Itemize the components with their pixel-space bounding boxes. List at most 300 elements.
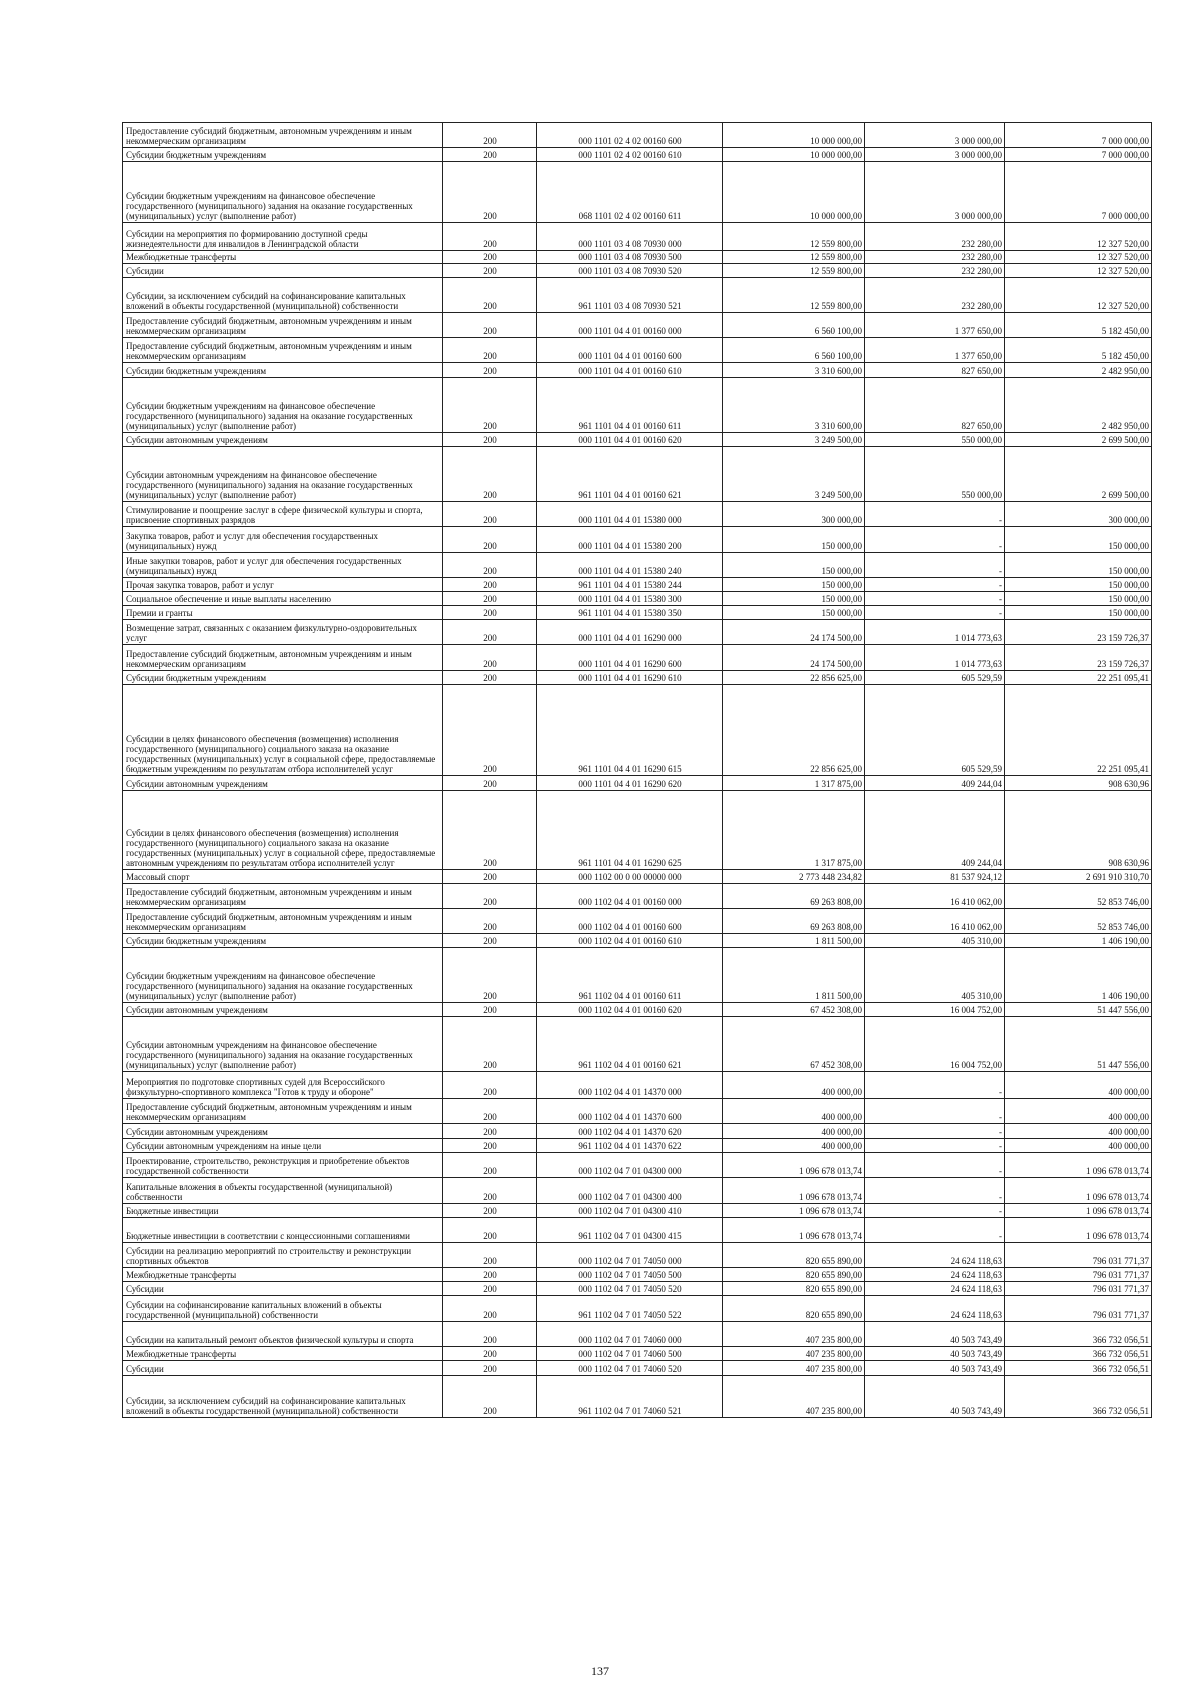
table-row — [123, 1099, 1152, 1124]
row-name: Премии и гранты — [123, 606, 443, 620]
table-row — [123, 1017, 1152, 1072]
row-name: Стимулирование и поощрение заслуг в сфере физической культуры и спорта, присвоение спортивных разрядов — [123, 502, 443, 527]
row-unexecuted: 22 251 095,41 — [1005, 685, 1152, 776]
row-executed: 16 410 062,00 — [865, 909, 1005, 934]
row-name: Межбюджетные трансферты — [123, 1347, 443, 1361]
row-approved: 67 452 308,00 — [723, 1003, 865, 1017]
table-row — [123, 1282, 1152, 1296]
row-unexecuted: 400 000,00 — [1005, 1139, 1152, 1153]
row-code: 200 — [443, 1268, 537, 1282]
table-row — [123, 934, 1152, 948]
table-row — [123, 148, 1152, 162]
row-unexecuted: 52 853 746,00 — [1005, 884, 1152, 909]
row-bcc: 961 1102 04 7 01 74050 522 — [537, 1296, 723, 1322]
row-code: 200 — [443, 884, 537, 909]
row-executed: - — [865, 1099, 1005, 1124]
row-approved: 2 773 448 234,82 — [723, 870, 865, 884]
row-approved: 1 096 678 013,74 — [723, 1204, 865, 1218]
row-bcc: 000 1101 04 4 01 00160 620 — [537, 433, 723, 447]
row-approved: 150 000,00 — [723, 592, 865, 606]
row-name: Субсидии на реализацию мероприятий по строительству и реконструкции спортивных объектов — [123, 1243, 443, 1268]
row-code: 200 — [443, 313, 537, 338]
row-code: 200 — [443, 671, 537, 685]
row-code: 200 — [443, 251, 537, 264]
row-unexecuted: 908 630,96 — [1005, 791, 1152, 870]
table-row — [123, 433, 1152, 447]
row-code: 200 — [443, 1218, 537, 1243]
budget-execution-table — [122, 122, 1152, 1418]
row-bcc: 000 1102 04 7 01 04300 410 — [537, 1204, 723, 1218]
table-row — [123, 502, 1152, 527]
table-row — [123, 223, 1152, 251]
row-code: 200 — [443, 1204, 537, 1218]
row-approved: 67 452 308,00 — [723, 1017, 865, 1072]
row-code: 200 — [443, 148, 537, 162]
row-executed: 405 310,00 — [865, 948, 1005, 1003]
row-bcc: 000 1102 04 4 01 00160 610 — [537, 934, 723, 948]
row-code: 200 — [443, 264, 537, 278]
table-row — [123, 1218, 1152, 1243]
row-name: Субсидии в целях финансового обеспечения (возмещения) исполнения государственного (муниципального) социального заказа на оказание государственных (муниципальных) услуг в социальной сфере, предоставляемые автономным учреждениям по результатам отбора исполнителей услуг — [123, 791, 443, 870]
row-executed: 24 624 118,63 — [865, 1282, 1005, 1296]
row-bcc: 000 1101 04 4 01 16290 000 — [537, 620, 723, 645]
row-code: 200 — [443, 1153, 537, 1178]
row-name: Субсидии, за исключением субсидий на софинансирование капитальных вложений в объекты государственной (муниципальной) собственности — [123, 1376, 443, 1418]
row-name: Субсидии бюджетным учреждениям — [123, 148, 443, 162]
row-name: Субсидии автономным учреждениям на финансовое обеспечение государственного (муниципального) задания на оказание государственных (муниципальных) услуг (выполнение работ) — [123, 447, 443, 502]
row-code: 200 — [443, 934, 537, 948]
row-name: Предоставление субсидий бюджетным, автономным учреждениям и иным некоммерческим организациям — [123, 123, 443, 148]
row-name: Межбюджетные трансферты — [123, 251, 443, 264]
row-unexecuted: 23 159 726,37 — [1005, 620, 1152, 645]
row-executed: 827 650,00 — [865, 378, 1005, 433]
table-row — [123, 123, 1152, 148]
row-code: 200 — [443, 378, 537, 433]
row-approved: 400 000,00 — [723, 1139, 865, 1153]
row-name: Субсидии на капитальный ремонт объектов физической культуры и спорта — [123, 1322, 443, 1347]
row-bcc: 000 1102 04 7 01 74060 500 — [537, 1347, 723, 1361]
table-row — [123, 313, 1152, 338]
row-code: 200 — [443, 1347, 537, 1361]
row-approved: 6 560 100,00 — [723, 313, 865, 338]
row-code: 200 — [443, 1322, 537, 1347]
row-executed: 232 280,00 — [865, 223, 1005, 251]
row-code: 200 — [443, 592, 537, 606]
table-row — [123, 948, 1152, 1003]
row-unexecuted: 12 327 520,00 — [1005, 278, 1152, 313]
row-executed: - — [865, 1218, 1005, 1243]
row-name: Субсидии автономным учреждениям — [123, 433, 443, 447]
row-approved: 3 310 600,00 — [723, 378, 865, 433]
table-row — [123, 884, 1152, 909]
row-code: 200 — [443, 338, 537, 363]
page-number: 137 — [591, 1664, 609, 1678]
row-executed: 550 000,00 — [865, 433, 1005, 447]
row-executed: 24 624 118,63 — [865, 1296, 1005, 1322]
row-name: Социальное обеспечение и иные выплаты населению — [123, 592, 443, 606]
row-approved: 1 317 875,00 — [723, 791, 865, 870]
row-unexecuted: 150 000,00 — [1005, 527, 1152, 553]
row-name: Субсидии — [123, 1361, 443, 1376]
row-name: Субсидии, за исключением субсидий на софинансирование капитальных вложений в объекты государственной (муниципальной) собственности — [123, 278, 443, 313]
table-row — [123, 592, 1152, 606]
row-name: Субсидии в целях финансового обеспечения (возмещения) исполнения государственного (муниципального) социального заказа на оказание государственных (муниципальных) услуг в социальной сфере, предоставляемые бюджетным учреждениям по результатам отбора исполнителей услуг — [123, 685, 443, 776]
row-approved: 12 559 800,00 — [723, 251, 865, 264]
row-unexecuted: 1 096 678 013,74 — [1005, 1153, 1152, 1178]
row-name: Бюджетные инвестиции в соответствии с концессионными соглашениями — [123, 1218, 443, 1243]
row-unexecuted: 2 699 500,00 — [1005, 433, 1152, 447]
row-approved: 400 000,00 — [723, 1124, 865, 1139]
row-executed: 605 529,59 — [865, 685, 1005, 776]
row-approved: 22 856 625,00 — [723, 685, 865, 776]
row-approved: 24 174 500,00 — [723, 645, 865, 671]
row-bcc: 000 1101 02 4 02 00160 610 — [537, 148, 723, 162]
row-bcc: 000 1101 04 4 01 16290 600 — [537, 645, 723, 671]
row-executed: - — [865, 502, 1005, 527]
row-bcc: 961 1101 04 4 01 16290 625 — [537, 791, 723, 870]
row-unexecuted: 2 482 950,00 — [1005, 363, 1152, 378]
row-approved: 1 317 875,00 — [723, 776, 865, 791]
row-unexecuted: 796 031 771,37 — [1005, 1282, 1152, 1296]
row-executed: - — [865, 1204, 1005, 1218]
row-code: 200 — [443, 1178, 537, 1204]
row-approved: 69 263 808,00 — [723, 884, 865, 909]
row-name: Массовый спорт — [123, 870, 443, 884]
row-unexecuted: 1 096 678 013,74 — [1005, 1204, 1152, 1218]
row-approved: 6 560 100,00 — [723, 338, 865, 363]
row-code: 200 — [443, 870, 537, 884]
row-name: Субсидии бюджетным учреждениям на финансовое обеспечение государственного (муниципального) задания на оказание государственных (муниципальных) услуг (выполнение работ) — [123, 378, 443, 433]
table-row — [123, 1153, 1152, 1178]
table-row — [123, 791, 1152, 870]
row-approved: 300 000,00 — [723, 502, 865, 527]
row-executed: 3 000 000,00 — [865, 148, 1005, 162]
row-executed: 24 624 118,63 — [865, 1243, 1005, 1268]
row-approved: 407 235 800,00 — [723, 1376, 865, 1418]
row-unexecuted: 150 000,00 — [1005, 606, 1152, 620]
row-unexecuted: 2 699 500,00 — [1005, 447, 1152, 502]
row-approved: 1 096 678 013,74 — [723, 1153, 865, 1178]
row-unexecuted: 1 096 678 013,74 — [1005, 1178, 1152, 1204]
row-bcc: 000 1102 04 4 01 14370 000 — [537, 1072, 723, 1099]
row-executed: 1 377 650,00 — [865, 338, 1005, 363]
row-bcc: 961 1102 04 4 01 00160 611 — [537, 948, 723, 1003]
row-bcc: 000 1102 04 7 01 74060 520 — [537, 1361, 723, 1376]
table-row — [123, 363, 1152, 378]
table-row — [123, 1178, 1152, 1204]
row-name: Субсидии — [123, 264, 443, 278]
row-name: Субсидии бюджетным учреждениям — [123, 671, 443, 685]
row-approved: 1 811 500,00 — [723, 948, 865, 1003]
row-code: 200 — [443, 606, 537, 620]
row-code: 200 — [443, 776, 537, 791]
row-code: 200 — [443, 909, 537, 934]
row-bcc: 000 1102 04 4 01 14370 620 — [537, 1124, 723, 1139]
row-unexecuted: 5 182 450,00 — [1005, 338, 1152, 363]
row-bcc: 000 1101 04 4 01 15380 300 — [537, 592, 723, 606]
row-bcc: 961 1101 04 4 01 00160 611 — [537, 378, 723, 433]
row-unexecuted: 796 031 771,37 — [1005, 1243, 1152, 1268]
row-bcc: 000 1102 04 7 01 74060 000 — [537, 1322, 723, 1347]
row-unexecuted: 23 159 726,37 — [1005, 645, 1152, 671]
table-row — [123, 1124, 1152, 1139]
row-name: Субсидии автономным учреждениям на иные цели — [123, 1139, 443, 1153]
row-code: 200 — [443, 1282, 537, 1296]
row-bcc: 961 1102 04 4 01 00160 621 — [537, 1017, 723, 1072]
table-row — [123, 1268, 1152, 1282]
row-executed: 232 280,00 — [865, 278, 1005, 313]
table-body — [123, 123, 1152, 1418]
row-bcc: 000 1102 04 4 01 00160 620 — [537, 1003, 723, 1017]
row-bcc: 961 1101 03 4 08 70930 521 — [537, 278, 723, 313]
row-bcc: 961 1101 04 4 01 15380 350 — [537, 606, 723, 620]
row-unexecuted: 150 000,00 — [1005, 592, 1152, 606]
row-name: Возмещение затрат, связанных с оказанием физкультурно-оздоровительных услуг — [123, 620, 443, 645]
row-executed: 40 503 743,49 — [865, 1347, 1005, 1361]
table-row — [123, 1139, 1152, 1153]
row-unexecuted: 1 406 190,00 — [1005, 934, 1152, 948]
row-bcc: 000 1101 04 4 01 15380 000 — [537, 502, 723, 527]
table-row — [123, 553, 1152, 578]
row-executed: 3 000 000,00 — [865, 162, 1005, 223]
row-approved: 820 655 890,00 — [723, 1268, 865, 1282]
row-name: Предоставление субсидий бюджетным, автономным учреждениям и иным некоммерческим организациям — [123, 884, 443, 909]
table-row — [123, 1296, 1152, 1322]
row-name: Предоставление субсидий бюджетным, автономным учреждениям и иным некоммерческим организациям — [123, 645, 443, 671]
row-unexecuted: 400 000,00 — [1005, 1124, 1152, 1139]
row-code: 200 — [443, 162, 537, 223]
row-unexecuted: 51 447 556,00 — [1005, 1017, 1152, 1072]
table-row — [123, 162, 1152, 223]
row-bcc: 000 1102 04 4 01 00160 000 — [537, 884, 723, 909]
row-approved: 820 655 890,00 — [723, 1243, 865, 1268]
row-approved: 407 235 800,00 — [723, 1347, 865, 1361]
row-executed: 3 000 000,00 — [865, 123, 1005, 148]
row-code: 200 — [443, 1017, 537, 1072]
row-approved: 150 000,00 — [723, 527, 865, 553]
row-approved: 820 655 890,00 — [723, 1282, 865, 1296]
row-code: 200 — [443, 502, 537, 527]
row-bcc: 000 1101 04 4 01 15380 200 — [537, 527, 723, 553]
row-code: 200 — [443, 278, 537, 313]
row-executed: 40 503 743,49 — [865, 1376, 1005, 1418]
table-row — [123, 909, 1152, 934]
row-approved: 69 263 808,00 — [723, 909, 865, 934]
row-code: 200 — [443, 645, 537, 671]
row-code: 200 — [443, 1139, 537, 1153]
row-approved: 10 000 000,00 — [723, 123, 865, 148]
row-unexecuted: 366 732 056,51 — [1005, 1361, 1152, 1376]
table-row — [123, 645, 1152, 671]
row-executed: 1 014 773,63 — [865, 620, 1005, 645]
table-row — [123, 264, 1152, 278]
row-bcc: 961 1101 04 4 01 00160 621 — [537, 447, 723, 502]
row-approved: 1 096 678 013,74 — [723, 1178, 865, 1204]
row-approved: 12 559 800,00 — [723, 223, 865, 251]
row-unexecuted: 908 630,96 — [1005, 776, 1152, 791]
row-executed: - — [865, 1139, 1005, 1153]
table-row — [123, 776, 1152, 791]
row-unexecuted: 12 327 520,00 — [1005, 251, 1152, 264]
row-executed: 16 004 752,00 — [865, 1003, 1005, 1017]
row-unexecuted: 400 000,00 — [1005, 1072, 1152, 1099]
table-row — [123, 1322, 1152, 1347]
table-row — [123, 338, 1152, 363]
row-unexecuted: 796 031 771,37 — [1005, 1296, 1152, 1322]
row-code: 200 — [443, 363, 537, 378]
table-row — [123, 1243, 1152, 1268]
table-row — [123, 1361, 1152, 1376]
table-row — [123, 578, 1152, 592]
row-name: Межбюджетные трансферты — [123, 1268, 443, 1282]
table-row — [123, 527, 1152, 553]
row-name: Субсидии автономным учреждениям — [123, 776, 443, 791]
row-unexecuted: 7 000 000,00 — [1005, 162, 1152, 223]
table-row — [123, 606, 1152, 620]
row-code: 200 — [443, 1124, 537, 1139]
row-executed: 16 004 752,00 — [865, 1017, 1005, 1072]
row-name: Субсидии бюджетным учреждениям — [123, 363, 443, 378]
row-name: Субсидии автономным учреждениям — [123, 1124, 443, 1139]
row-bcc: 000 1102 04 7 01 74050 520 — [537, 1282, 723, 1296]
row-unexecuted: 2 691 910 310,70 — [1005, 870, 1152, 884]
row-code: 200 — [443, 1296, 537, 1322]
row-name: Субсидии на мероприятия по формированию доступной среды жизнедеятельности для инвалидов в Ленинградской области — [123, 223, 443, 251]
table-row — [123, 1072, 1152, 1099]
row-unexecuted: 796 031 771,37 — [1005, 1268, 1152, 1282]
row-unexecuted: 7 000 000,00 — [1005, 123, 1152, 148]
table-row — [123, 447, 1152, 502]
row-executed: - — [865, 553, 1005, 578]
row-unexecuted: 300 000,00 — [1005, 502, 1152, 527]
row-approved: 3 249 500,00 — [723, 447, 865, 502]
row-bcc: 000 1101 03 4 08 70930 520 — [537, 264, 723, 278]
row-executed: 16 410 062,00 — [865, 884, 1005, 909]
table-row — [123, 620, 1152, 645]
table-row — [123, 870, 1152, 884]
row-executed: 409 244,04 — [865, 791, 1005, 870]
row-name: Субсидии автономным учреждениям на финансовое обеспечение государственного (муниципального) задания на оказание государственных (муниципальных) услуг (выполнение работ) — [123, 1017, 443, 1072]
row-bcc: 000 1101 04 4 01 16290 610 — [537, 671, 723, 685]
row-code: 200 — [443, 578, 537, 592]
row-unexecuted: 366 732 056,51 — [1005, 1376, 1152, 1418]
row-approved: 1 096 678 013,74 — [723, 1218, 865, 1243]
row-unexecuted: 150 000,00 — [1005, 553, 1152, 578]
row-executed: - — [865, 1153, 1005, 1178]
row-executed: - — [865, 1178, 1005, 1204]
row-executed: - — [865, 1072, 1005, 1099]
row-code: 200 — [443, 620, 537, 645]
row-unexecuted: 12 327 520,00 — [1005, 264, 1152, 278]
row-bcc: 000 1102 00 0 00 00000 000 — [537, 870, 723, 884]
table-row — [123, 1376, 1152, 1418]
table-row — [123, 1347, 1152, 1361]
row-code: 200 — [443, 527, 537, 553]
row-unexecuted: 366 732 056,51 — [1005, 1322, 1152, 1347]
row-code: 200 — [443, 223, 537, 251]
row-name: Прочая закупка товаров, работ и услуг — [123, 578, 443, 592]
row-code: 200 — [443, 433, 537, 447]
row-bcc: 000 1101 03 4 08 70930 000 — [537, 223, 723, 251]
row-code: 200 — [443, 123, 537, 148]
row-approved: 407 235 800,00 — [723, 1361, 865, 1376]
row-approved: 400 000,00 — [723, 1099, 865, 1124]
row-approved: 150 000,00 — [723, 553, 865, 578]
table-row — [123, 278, 1152, 313]
row-executed: 24 624 118,63 — [865, 1268, 1005, 1282]
row-executed: 409 244,04 — [865, 776, 1005, 791]
row-executed: 232 280,00 — [865, 251, 1005, 264]
row-code: 200 — [443, 948, 537, 1003]
row-executed: 405 310,00 — [865, 934, 1005, 948]
row-approved: 10 000 000,00 — [723, 162, 865, 223]
row-name: Предоставление субсидий бюджетным, автономным учреждениям и иным некоммерческим организациям — [123, 313, 443, 338]
row-bcc: 000 1101 04 4 01 15380 240 — [537, 553, 723, 578]
row-executed: 40 503 743,49 — [865, 1361, 1005, 1376]
table-row — [123, 671, 1152, 685]
row-bcc: 000 1102 04 7 01 04300 400 — [537, 1178, 723, 1204]
row-name: Субсидии бюджетным учреждениям на финансовое обеспечение государственного (муниципального) задания на оказание государственных (муниципальных) услуг (выполнение работ) — [123, 948, 443, 1003]
row-approved: 150 000,00 — [723, 606, 865, 620]
row-executed: - — [865, 527, 1005, 553]
row-unexecuted: 1 096 678 013,74 — [1005, 1218, 1152, 1243]
row-unexecuted: 51 447 556,00 — [1005, 1003, 1152, 1017]
row-unexecuted: 22 251 095,41 — [1005, 671, 1152, 685]
row-executed: 605 529,59 — [865, 671, 1005, 685]
row-name: Капитальные вложения в объекты государственной (муниципальной) собственности — [123, 1178, 443, 1204]
row-bcc: 000 1102 04 7 01 74050 000 — [537, 1243, 723, 1268]
row-name: Предоставление субсидий бюджетным, автономным учреждениям и иным некоммерческим организациям — [123, 909, 443, 934]
row-bcc: 961 1101 04 4 01 15380 244 — [537, 578, 723, 592]
row-executed: 827 650,00 — [865, 363, 1005, 378]
row-bcc: 000 1102 04 4 01 00160 600 — [537, 909, 723, 934]
row-approved: 820 655 890,00 — [723, 1296, 865, 1322]
row-approved: 12 559 800,00 — [723, 264, 865, 278]
row-code: 200 — [443, 1243, 537, 1268]
row-code: 200 — [443, 791, 537, 870]
row-name: Субсидии автономным учреждениям — [123, 1003, 443, 1017]
row-code: 200 — [443, 1003, 537, 1017]
row-bcc: 000 1101 04 4 01 00160 610 — [537, 363, 723, 378]
row-executed: - — [865, 592, 1005, 606]
row-executed: 1 377 650,00 — [865, 313, 1005, 338]
row-name: Проектирование, строительство, реконструкция и приобретение объектов государственной собственности — [123, 1153, 443, 1178]
row-unexecuted: 2 482 950,00 — [1005, 378, 1152, 433]
row-bcc: 068 1101 02 4 02 00160 611 — [537, 162, 723, 223]
row-unexecuted: 12 327 520,00 — [1005, 223, 1152, 251]
row-code: 200 — [443, 1099, 537, 1124]
row-unexecuted: 366 732 056,51 — [1005, 1347, 1152, 1361]
row-name: Предоставление субсидий бюджетным, автономным учреждениям и иным некоммерческим организациям — [123, 338, 443, 363]
row-executed: 1 014 773,63 — [865, 645, 1005, 671]
row-code: 200 — [443, 553, 537, 578]
row-executed: - — [865, 578, 1005, 592]
row-unexecuted: 400 000,00 — [1005, 1099, 1152, 1124]
row-approved: 1 811 500,00 — [723, 934, 865, 948]
row-executed: - — [865, 1124, 1005, 1139]
row-bcc: 961 1101 04 4 01 16290 615 — [537, 685, 723, 776]
row-executed: 81 537 924,12 — [865, 870, 1005, 884]
row-name: Субсидии на софинансирование капитальных вложений в объекты государственной (муниципальной) собственности — [123, 1296, 443, 1322]
row-bcc: 961 1102 04 4 01 14370 622 — [537, 1139, 723, 1153]
row-name: Субсидии бюджетным учреждениям — [123, 934, 443, 948]
table-row — [123, 1003, 1152, 1017]
row-approved: 400 000,00 — [723, 1072, 865, 1099]
row-executed: - — [865, 606, 1005, 620]
table-row — [123, 378, 1152, 433]
row-bcc: 000 1101 04 4 01 00160 000 — [537, 313, 723, 338]
row-name: Мероприятия по подготовке спортивных судей для Всероссийского физкультурно-спортивного комплекса "Готов к труду и обороне" — [123, 1072, 443, 1099]
